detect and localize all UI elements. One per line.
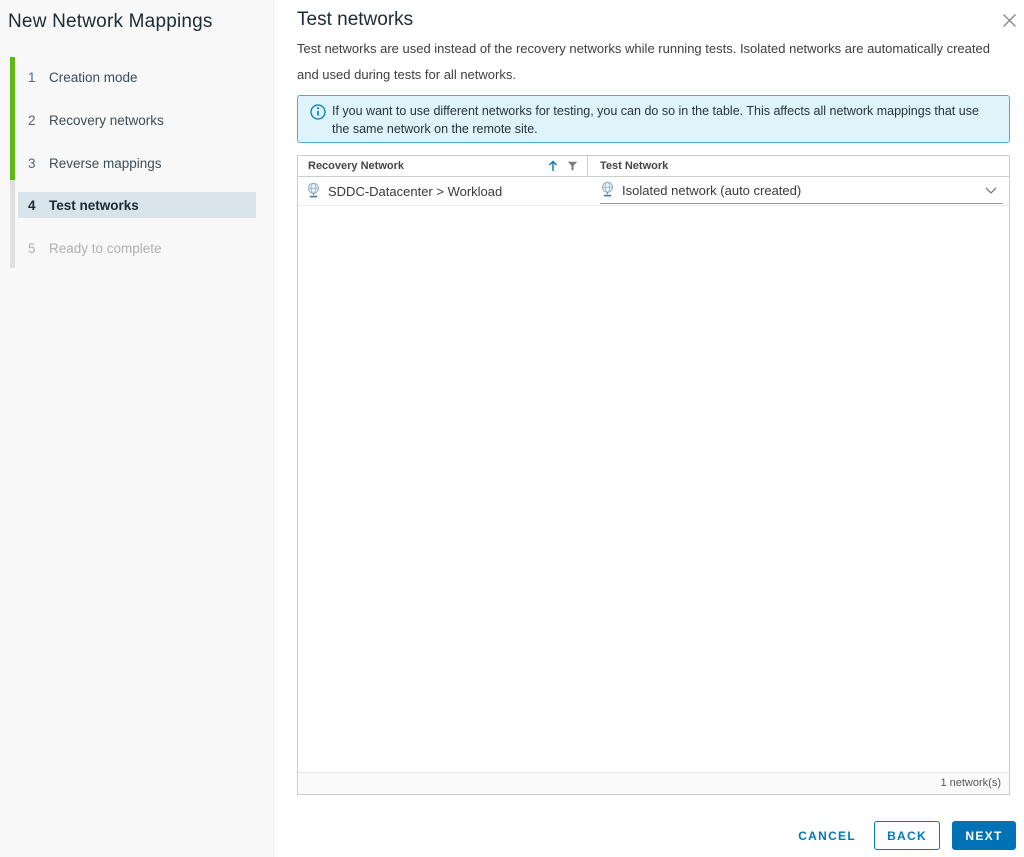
chevron-down-icon bbox=[985, 187, 997, 194]
step-number: 2 bbox=[28, 112, 36, 128]
sort-ascending-icon[interactable] bbox=[548, 160, 558, 172]
step-label: Ready to complete bbox=[49, 240, 162, 256]
back-button[interactable]: BACK bbox=[874, 821, 940, 850]
page-title: Test networks bbox=[297, 9, 414, 30]
table-row bbox=[298, 177, 1009, 206]
column-label: Recovery Network bbox=[308, 160, 404, 172]
info-circle-icon bbox=[310, 104, 326, 125]
info-alert bbox=[297, 95, 1010, 143]
column-header-recovery-network[interactable] bbox=[298, 156, 588, 176]
test-network-select[interactable] bbox=[600, 178, 1003, 204]
step-label: Recovery networks bbox=[49, 112, 164, 128]
info-alert-text: If you want to use different networks for testing, you can do so in the table. This affects all network mappings that use the same network on the remote site. bbox=[332, 104, 979, 136]
step-ready-to-complete[interactable] bbox=[18, 235, 256, 261]
step-number: 1 bbox=[28, 69, 36, 85]
step-reverse-mappings[interactable] bbox=[18, 150, 256, 176]
recovery-network-cell bbox=[298, 177, 588, 205]
step-number: 4 bbox=[28, 197, 36, 213]
wizard-title: New Network Mappings bbox=[8, 11, 213, 32]
column-header-test-network[interactable] bbox=[588, 156, 1009, 176]
cancel-button[interactable]: CANCEL bbox=[792, 821, 862, 850]
progress-bar-remaining bbox=[10, 180, 15, 268]
step-label: Test networks bbox=[49, 197, 139, 213]
table-header-row bbox=[298, 156, 1009, 177]
test-network-selected-value: Isolated network (auto created) bbox=[622, 183, 802, 198]
test-network-cell bbox=[588, 177, 1009, 205]
wizard-sidebar bbox=[0, 0, 274, 857]
step-label: Reverse mappings bbox=[49, 155, 162, 171]
step-label: Creation mode bbox=[49, 69, 138, 85]
network-globe-icon bbox=[306, 182, 321, 201]
table-footer-count: 1 network(s) bbox=[298, 772, 1009, 794]
step-recovery-networks[interactable] bbox=[18, 107, 256, 133]
column-label: Test Network bbox=[600, 160, 669, 172]
close-icon[interactable] bbox=[999, 10, 1019, 30]
step-number: 5 bbox=[28, 240, 36, 256]
progress-bar-completed bbox=[10, 57, 15, 180]
network-globe-icon bbox=[600, 181, 615, 200]
next-button[interactable]: NEXT bbox=[952, 821, 1016, 850]
page-description: Test networks are used instead of the recovery networks while running tests. Isolated networks are automatically created and used during tests for all networks. bbox=[297, 41, 990, 82]
network-mappings-table bbox=[297, 155, 1010, 795]
close-x-glyph bbox=[1002, 13, 1017, 28]
step-creation-mode[interactable] bbox=[18, 64, 256, 90]
wizard-actions bbox=[792, 821, 1016, 850]
filter-icon[interactable] bbox=[567, 161, 578, 171]
recovery-network-value: SDDC-Datacenter > Workload bbox=[328, 183, 503, 199]
step-number: 3 bbox=[28, 155, 36, 171]
step-test-networks[interactable] bbox=[18, 192, 256, 218]
